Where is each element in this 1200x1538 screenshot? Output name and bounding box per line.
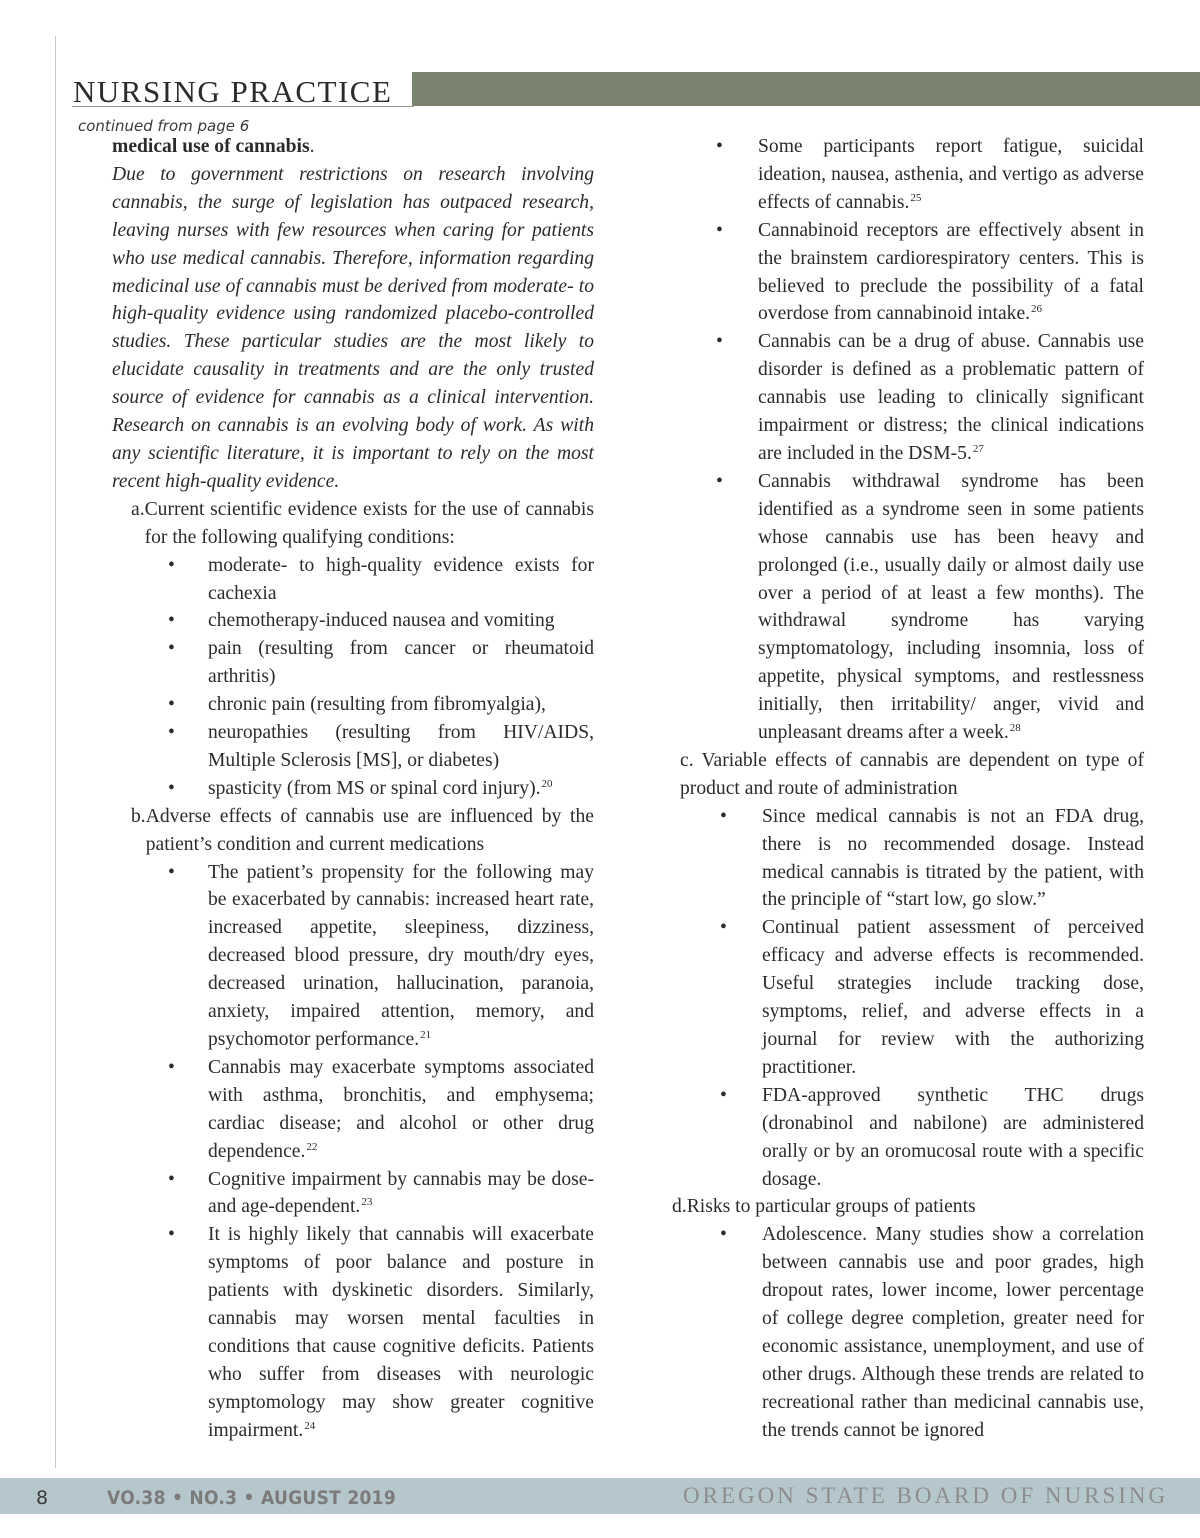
list-item-text: chronic pain (resulting from fibromyalgia), [208,694,546,716]
footnote-ref: 23 [361,1196,373,1209]
footnote-ref: 21 [420,1029,432,1041]
bullet-icon: • [720,805,727,827]
bullet-icon: • [168,554,175,576]
bullet-icon: • [168,1168,175,1190]
list-item [668,803,1144,915]
bullet-icon: • [168,610,175,632]
footnote-ref: 27 [972,442,984,455]
footnote-ref: 20 [541,777,553,790]
section-c [668,747,1144,803]
section-a-text: Current scientific evidence exists for the use of cannabis for the following qualifying conditions: [144,498,594,548]
lead-period: . [309,136,315,157]
list-item [112,607,594,635]
list-item-text: Continual patient assessment of perceived efficacy and adverse effects is recommended. Useful strategies include tracking dose, symptoms, relief, and adverse effects in a journal for review with the authorizing practitioner. [762,917,1144,1078]
list-item-text: Cannabis withdrawal syndrome has been identified as a syndrome seen in some patients whose cannabis use has been heavy and prolonged (i.e., usually daily or almost daily use over a period of at least a few months). The withdrawal syndrome has varying symptomatology, including insomnia, loss of appetite, physical symptoms, and restlessness initially, then irritability/ anger, vivid and unpleasant dreams after a week. [758,470,1144,744]
right-column [668,133,1144,1445]
footnote-ref: 26 [1031,303,1043,316]
list-item [112,1166,594,1222]
list-item [112,635,594,691]
bullet-icon: • [720,917,727,939]
section-title: NURSING PRACTICE [73,74,393,109]
section-d-label: d. [672,1196,687,1218]
list-item-text: pain (resulting from cancer or rheumatoid arthritis) [208,638,594,688]
list-item [112,552,594,608]
list-item [112,719,594,775]
left-margin-rule [55,36,56,1468]
list-item [668,468,1144,747]
organization-name: OREGON STATE BOARD OF NURSING [683,1483,1169,1508]
list-item [668,217,1144,329]
list-item-text: The patient’s propensity for the following may be exacerbated by cannabis: increased heart rate, increased appetite, sleepiness, dizziness, decreased blood pressure, dry mouth/dry eyes, decreased urination, hallucination, paranoia, anxiety, impaired attention, memory, and psychomotor performance. [208,861,594,1050]
list-item-text: Some participants report fatigue, suicidal ideation, nausea, asthenia, and vertigo as adverse effects of cannabis. [758,136,1144,213]
list-item [668,328,1144,468]
list-item [112,775,594,803]
intro-paragraph: Due to government restrictions on research involving cannabis, the surge of legislation has outpaced research, leaving nurses with few resources when caring for patients who use medical cannabis. Therefore, information regarding medicinal use of cannabis must be derived from moderate- to high-quality evidence using randomized placebo-controlled studies. These particular studies are the most likely to elucidate causality in treatments and are the only trusted source of evidence for cannabis as a clinical intervention. Research on cannabis is an evolving body of work. As with any scientific literature, it is important to rely on the most recent high-quality evidence. [112,163,594,492]
bullet-icon: • [168,1056,175,1078]
list-item-text: spasticity (from MS or spinal cord injury). [208,777,541,799]
list-item-text: Since medical cannabis is not an FDA drug, there is no recommended dosage. Instead medical cannabis is titrated by the patient, with the principle of “start low, go slow.” [762,805,1144,911]
list-item-text: It is highly likely that cannabis will exacerbate symptoms of poor balance and posture in patients with dyskinetic disorders. Similarly, cannabis may worsen mental faculties in conditions that cause cognitive deficits. Patients who suffer from diseases with neurologic symptomology may show greater cognitive impairment. [208,1224,594,1441]
bullet-icon: • [716,136,723,157]
section-c-label: c. [680,749,702,771]
footnote-ref: 28 [1009,722,1021,735]
list-item-text: Cognitive impairment by cannabis may be dose- and age-dependent. [208,1168,594,1218]
list-item [112,1054,594,1166]
list-item-text: Adolescence. Many studies show a correlation between cannabis use and poor grades, high dropout rates, lower income, lower percentage of college degree completion, greater need for economic assistance, unemployment, and use of other drugs. Although these trends are related to recreational rather than medicinal cannabis use, the trends cannot be ignored [762,1224,1144,1441]
list-item-text: Cannabis can be a drug of abuse. Cannabis use disorder is defined as a problematic pattern of cannabis use leading to clinically significant impairment or distress; the clinical indications are included in the DSM-5. [758,331,1144,464]
page-number: 8 [36,1487,49,1509]
section-d [668,1193,1144,1221]
bullet-icon: • [168,638,175,660]
list-item [668,1221,1144,1444]
lead-line [112,133,594,161]
header-color-bar [412,72,1200,106]
list-item [668,133,1144,217]
bullet-icon: • [168,1224,175,1246]
list-item-text: Cannabis may exacerbate symptoms associated with asthma, bronchitis, and emphysema; cardiac disease; and alcohol or other drug dependence. [208,1056,594,1162]
list-item [112,859,594,1054]
section-a-label: a. [131,498,145,520]
footnote-ref: 24 [304,1419,316,1432]
list-item [668,914,1144,1081]
footnote-ref: 22 [306,1140,318,1153]
section-b-text: Adverse effects of cannabis use are influenced by the patient’s condition and current medications [145,805,594,855]
bullet-icon: • [716,331,723,353]
bullet-icon: • [168,861,175,883]
list-item-text: moderate- to high-quality evidence exists for cachexia [208,554,594,604]
list-item-text: Cannabinoid receptors are effectively absent in the brainstem cardiorespiratory centers. This is believed to preclude the possibility of a fatal overdose from cannabinoid intake. [758,219,1144,325]
left-column [112,133,594,1445]
list-item [112,1221,594,1444]
list-item-text: chemotherapy-induced nausea and vomiting [208,610,555,632]
list-item [112,691,594,719]
bullet-icon: • [168,694,175,716]
bullet-icon: • [720,1084,727,1106]
bullet-icon: • [168,777,175,799]
bullet-icon: • [168,722,175,744]
issue-info: VO.38 • NO.3 • AUGUST 2019 [107,1487,396,1509]
section-d-text: Risks to particular groups of patients [686,1196,976,1218]
bullet-icon: • [716,219,723,241]
bullet-icon: • [720,1224,727,1246]
list-item-text: neuropathies (resulting from HIV/AIDS, Multiple Sclerosis [MS], or diabetes) [208,722,594,771]
footnote-ref: 25 [910,191,922,204]
section-c-text: Variable effects of cannabis are dependent on type of product and route of administration [680,749,1145,799]
lead-bold-text: medical use of cannabis [112,136,310,157]
bullet-icon: • [716,470,723,492]
section-b-label: b. [131,805,146,827]
section-a [112,496,594,552]
list-item [668,1082,1144,1194]
list-item-text: FDA-approved synthetic THC drugs (dronabinol and nabilone) are administered orally or by an oromucosal route with a specific dosage. [762,1084,1144,1190]
section-b [112,803,594,859]
continued-note: continued from page 6 [78,117,250,135]
